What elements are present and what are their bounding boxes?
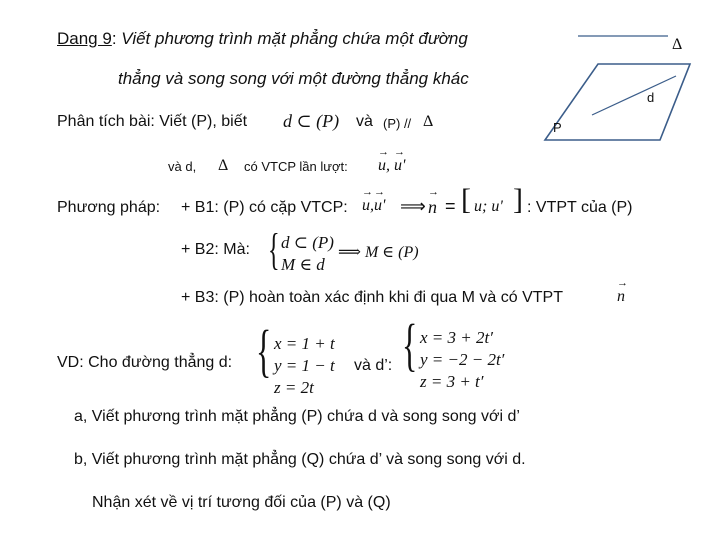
example-label: VD: Cho đường thẳng d:	[57, 354, 233, 371]
analysis-vec-comma: ,	[386, 157, 390, 174]
vector-u: → u	[378, 157, 386, 175]
page-title-line1	[57, 29, 468, 49]
d-eq-z: z = 2t	[274, 378, 314, 397]
d-eq-x: x = 1 + t	[274, 334, 335, 353]
delta-label: Δ	[672, 36, 683, 53]
d-eq-y: y = 1 − t	[274, 356, 335, 375]
b1-vector-u: → u	[362, 197, 370, 215]
vector-u-prime: → u'	[394, 157, 405, 175]
b2-sys-line2: M ∈ d	[281, 255, 325, 274]
b1-bracket-right: ]	[513, 183, 523, 216]
b1-suffix: : VTPT của (P)	[527, 199, 633, 216]
b1-vector-u-prime: → u'	[374, 197, 385, 215]
analysis-prefix: Phân tích bài: Viết (P), biết	[57, 113, 248, 130]
b1-vector-n	[428, 197, 437, 218]
analysis-contains: d ⊂ (P)	[283, 111, 340, 131]
method-b2-text: + B2: Mà:	[181, 241, 250, 258]
b2-system	[281, 232, 334, 276]
method-b1-vectors	[362, 197, 385, 215]
title-colon: :	[111, 29, 117, 48]
analysis-line2-text: có VTCP lần lượt:	[244, 159, 348, 174]
method-label: Phương pháp:	[57, 199, 161, 216]
analysis-line2-delta: Δ	[218, 157, 229, 174]
b3-n: → n	[617, 288, 625, 306]
analysis-parallel: (P) //	[383, 116, 412, 131]
example-item-a: a, Viết phương trình mặt phẳng (P) chứa d và song song với d’	[74, 408, 520, 425]
b1-bracket-left: [	[461, 183, 471, 216]
d-brace: {	[256, 318, 272, 383]
page-title-line2: thẳng và song song với một đường thẳng khác	[118, 69, 469, 88]
d2-equations	[420, 327, 504, 393]
d-label: d	[647, 90, 655, 105]
method-b3-text: + B3: (P) hoàn toàn xác định khi đi qua M và có VTPT	[181, 289, 563, 306]
d2-eq-x: x = 3 + 2t′	[420, 328, 493, 347]
plane-p-parallelogram	[545, 64, 690, 140]
analysis-line2-prefix: và d,	[168, 159, 197, 174]
b2-result: ⟹ M ∈ (P)	[338, 244, 419, 261]
analysis-delta: Δ	[423, 113, 434, 130]
b3-vector-n	[617, 288, 625, 306]
example-and: và d’:	[354, 357, 393, 374]
title-text-1: Viết phương trình mặt phẳng chứa một đường	[121, 29, 468, 48]
b1-n: → n	[428, 197, 437, 218]
d2-brace: {	[402, 312, 418, 377]
b1-cross: u; u'	[474, 198, 503, 215]
line-d	[592, 76, 676, 115]
method-b1-text: + B1: (P) có cặp VTCP:	[181, 199, 348, 216]
analysis-and: và	[356, 113, 373, 130]
title-lead: Dang 9	[57, 29, 112, 48]
b1-equals: =	[445, 196, 456, 216]
example-note: Nhận xét về vị trí tương đối của (P) và (Q)	[92, 494, 391, 511]
b2-sys-line1: d ⊂ (P)	[281, 233, 334, 252]
d2-eq-z: z = 3 + t′	[420, 372, 484, 391]
d-equations	[274, 333, 335, 399]
example-item-b: b, Viết phương trình mặt phẳng (Q) chứa d’ và song song với d.	[74, 451, 526, 468]
d2-eq-y: y = −2 − 2t′	[420, 350, 505, 369]
b1-implies: ⟹	[400, 196, 426, 216]
b2-brace: {	[268, 225, 280, 274]
p-label: P	[553, 120, 562, 135]
b1-sep: ,	[370, 197, 374, 214]
analysis-vectors	[378, 157, 405, 175]
